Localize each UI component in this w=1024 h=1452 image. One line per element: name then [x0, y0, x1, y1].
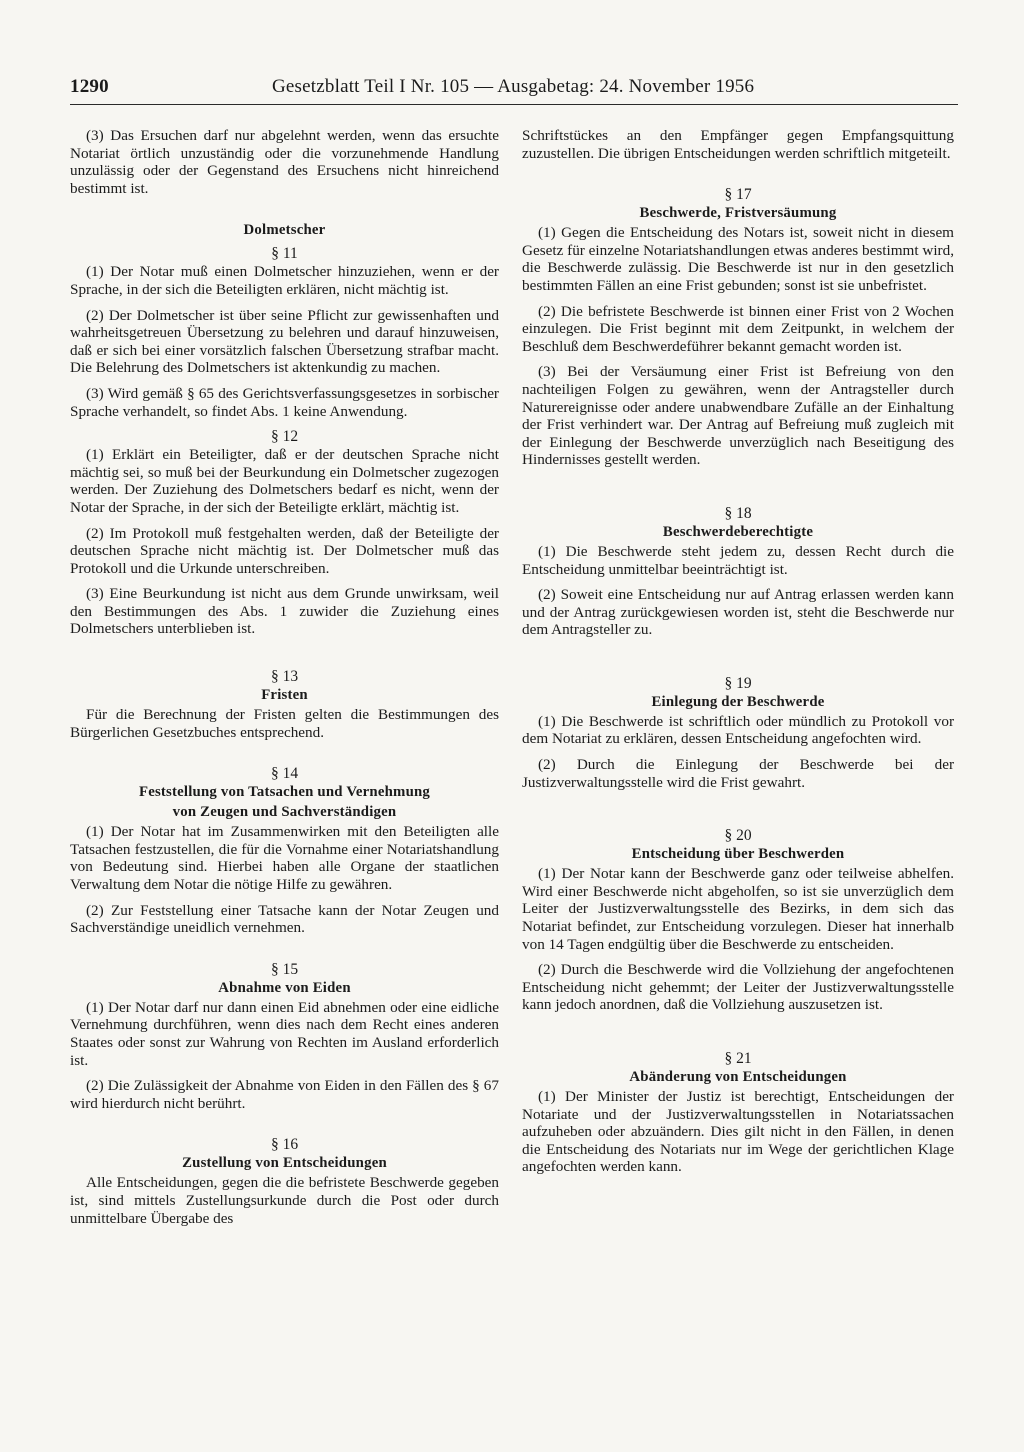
section-18-number: § 18 [724, 504, 752, 522]
paragraph-17-2: (2) Die befristete Beschwerde ist binnen einer Frist von 2 Wochen einzulegen. Die Frist beginnt mit dem Zeitpunkt, in welchem der Beschluß dem Beschwerdeführer bekannt gemacht worden ist. [522, 302, 954, 355]
paragraph-17-3: (3) Bei der Versäumung einer Frist ist Befreiung von den nachteiligen Folgen zu gewähren, wenn der Antragsteller durch Naturereignisse oder andere unabwendbare Zufälle an der Einhaltung der Frist verhindert war. Der Antrag auf Befreiung muß zugleich mit der Einlegung der Beschwerde unverzüglich nach Beseitigung des Hindernisses gestellt werden. [522, 363, 954, 469]
paragraph-12-1: (1) Erklärt ein Beteiligter, daß er der deutschen Sprache nicht mächtig sei, so muß bei der Beurkundung ein Dolmetscher zugezogen werden. Der Zuziehung des Dolmetschers bedarf es nicht, wenn der Notar der Sprache, in der sich der Beteiligte erklärt, mächtig ist. [70, 446, 499, 516]
section-21-number: § 21 [724, 1050, 752, 1067]
paragraph-16-continued: Schriftstückes an den Empfänger gegen Empfangsquittung zuzustellen. Die übrigen Entscheidungen werden schriftlich mitgeteilt. [522, 127, 954, 162]
section-19-number: § 19 [724, 674, 752, 692]
paragraph-21: (1) Der Minister der Justiz ist berechtigt, Entscheidungen der Notariate und der Justizverwaltungsstellen in Notariatssachen aufzuheben oder abzuändern. Dies gilt nicht in den Fällen, in denen die Entscheidung des Notariats nur im Wege der gerichtlichen Klage angefochten werden kann. [522, 1088, 954, 1176]
heading-dolmetscher: Dolmetscher [243, 222, 326, 239]
header-rule [70, 104, 958, 105]
page-number: 1290 [70, 76, 109, 97]
left-column [70, 127, 499, 1235]
section-21-title: Abänderung von Entscheidungen [629, 1069, 847, 1085]
paragraph-15-1: (1) Der Notar darf nur dann einen Eid abnehmen oder eine eidliche Vernehmung durchführen, wenn dies nach dem Recht eines anderen Staates oder sonst zur Wahrung von Rechten im Ausland erforderlich ist. [70, 998, 499, 1069]
paragraph-19-2: (2) Durch die Einlegung der Beschwerde bei der Justizverwaltungsstelle wird die Frist gewahrt. [522, 756, 954, 791]
section-16-number: § 16 [270, 1136, 299, 1154]
paragraph-16: Alle Entscheidungen, gegen die die befristete Beschwerde gegeben ist, sind mittels Zustellungsurkunde durch die Post oder durch unmittelbare Übergabe des [70, 1174, 499, 1227]
section-17-title: Beschwerde, Fristversäumung [639, 205, 837, 222]
paragraph-18-1: (1) Die Beschwerde steht jedem zu, dessen Recht durch die Entscheidung unmittelbar beeinträchtigt ist. [522, 542, 954, 578]
paragraph-17-1: (1) Gegen die Entscheidung des Notars ist, soweit nicht in diesem Gesetz für einzelne Notariatshandlungen etwas anderes bestimmt wird, die Beschwerde zulässig. Die Beschwerde ist nur in den gesetzlich bestimmten Fällen an eine Frist gebunden; sonst ist sie unbefristet. [522, 224, 954, 294]
paragraph-19-1: (1) Die Beschwerde ist schriftlich oder mündlich zu Protokoll vor dem Notariat zu erklären, dessen Entscheidung angefochten wird. [522, 712, 954, 748]
section-13-title: Fristen [261, 687, 308, 704]
paragraph-11-3: (3) Wird gemäß § 65 des Gerichtsverfassungsgesetzes in sorbischer Sprache verhandelt, so findet Abs. 1 keine Anwendung. [70, 384, 499, 420]
header-title: Gesetzblatt Teil I Nr. 105 — Ausgabetag: 24. November 1956 [272, 76, 755, 97]
section-20-title: Entscheidung über Beschwerden [631, 846, 845, 863]
section-15-number: § 15 [270, 960, 299, 978]
section-17-number: § 17 [724, 186, 752, 204]
paragraph-13: Für die Berechnung der Fristen gelten die Bestimmungen des Bürgerlichen Gesetzbuches entsprechend. [70, 706, 499, 741]
section-14-title-line-1: Feststellung von Tatsachen und Vernehmung [138, 784, 431, 801]
section-12-number: § 12 [270, 428, 299, 446]
section-14-number: § 14 [270, 765, 299, 783]
section-18-title: Beschwerdeberechtigte [662, 523, 814, 540]
section-15-title: Abnahme von Eiden [218, 979, 351, 996]
section-11-number: § 11 [271, 245, 298, 263]
section-16-title: Zustellung von Entscheidungen [182, 1155, 387, 1172]
section-14-title-line-2: von Zeugen und Sachverständigen [172, 804, 397, 821]
paragraph-14-1: (1) Der Notar hat im Zusammenwirken mit den Beteiligten alle Tatsachen festzustellen, die für die Vornahme einer Notariatshandlung von Bedeutung sind. Hierbei haben alle Organe der staatlichen Verwaltung dem Notar die nötige Hilfe zu gewähren. [70, 823, 499, 894]
paragraph-20-2: (2) Durch die Beschwerde wird die Vollziehung der angefochtenen Entscheidung nicht gehemmt; der Leiter der Justizverwaltungsstelle kann jedoch anordnen, daß die Vollziehung auszusetzen ist. [522, 961, 954, 1014]
right-column [522, 127, 954, 1184]
page-header [70, 76, 960, 102]
paragraph-15-2: (2) Die Zulässigkeit der Abnahme von Eiden in den Fällen des § 67 wird hierdurch nicht berührt. [70, 1077, 499, 1112]
paragraph-12-2: (2) Im Protokoll muß festgehalten werden, daß der Beteiligte der deutschen Sprache nicht mächtig ist. Der Dolmetscher muß das Protokoll und die Urkunde unterschreiben. [70, 524, 499, 577]
paragraph-18-2: (2) Soweit eine Entscheidung nur auf Antrag erlassen werden kann und der Antrag zurückgewiesen worden ist, steht die Beschwerde nur dem Antragsteller zu. [522, 586, 954, 639]
section-20-number: § 20 [724, 827, 752, 845]
section-13-number: § 13 [270, 668, 299, 686]
paragraph-14-2: (2) Zur Feststellung einer Tatsache kann der Notar Zeugen und Sachverständige uneidlich vernehmen. [70, 901, 499, 937]
paragraph-20-1: (1) Der Notar kann der Beschwerde ganz oder teilweise abhelfen. Wird einer Beschwerde nicht abgeholfen, so ist sie unverzüglich dem Leiter der Justizverwaltungsstelle des Bezirks, in dem sich das Notariat befindet, zur Entscheidung vorzulegen. Dieser hat innerhalb von 14 Tagen endgültig über die Beschwerde zu entscheiden. [522, 865, 954, 953]
paragraph-12-3: (3) Eine Beurkundung ist nicht aus dem Grunde unwirksam, weil den Bestimmungen des Abs. 1 zuwider die Zuziehung eines Dolmetschers unterblieben ist. [70, 585, 499, 638]
paragraph-11-1: (1) Der Notar muß einen Dolmetscher hinzuziehen, wenn er der Sprache, in der sich die Beteiligten erklären, nicht mächtig ist. [70, 263, 499, 298]
paragraph-10-3: (3) Das Ersuchen darf nur abgelehnt werden, wenn das ersuchte Notariat örtlich unzuständig oder die vorzunehmende Handlung unzulässig oder der Gegenstand des Ersuchens nicht hinreichend bestimmt ist. [70, 127, 499, 197]
section-19-title: Einlegung der Beschwerde [651, 693, 825, 710]
paragraph-11-2: (2) Der Dolmetscher ist über seine Pflicht zur gewissenhaften und wahrheitsgetreuen Übersetzung zu belehren und darauf hinzuweisen, daß er sich bei einer vorsätzlich falschen Übersetzung strafbar macht. Die Belehrung des Dolmetschers ist aktenkundig zu machen. [70, 306, 499, 377]
